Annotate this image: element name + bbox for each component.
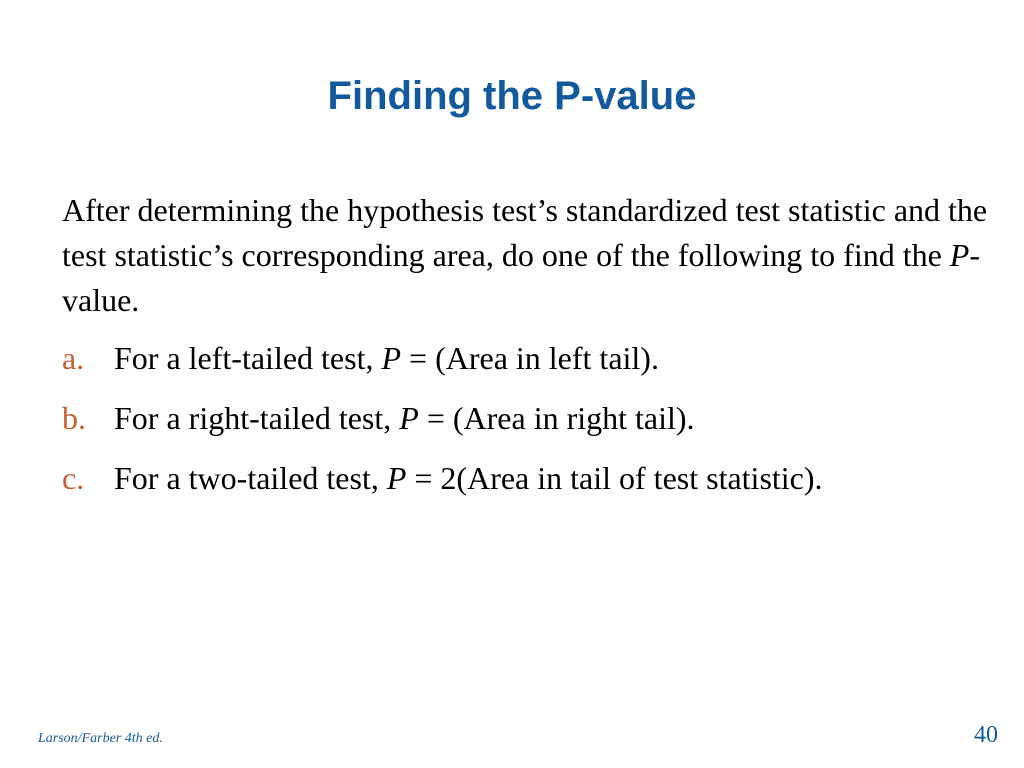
page-number: 40: [974, 722, 998, 748]
lettered-list: [62, 335, 1012, 501]
p-variable: P: [399, 400, 419, 436]
intro-text-end: -value.: [62, 237, 980, 318]
slide-body: [62, 188, 1012, 501]
list-item-text: For a two-tailed test,: [114, 460, 387, 496]
list-marker: a.: [62, 340, 85, 376]
list-item-text-end: = 2(Area in tail of test statistic).: [406, 460, 823, 496]
list-marker: b.: [62, 400, 86, 436]
intro-paragraph: [62, 188, 1012, 323]
intro-text: After determining the hypothesis test’s standardized test statistic and the test statistic’s corresponding area, do one of the following to find the: [62, 192, 988, 273]
list-item-text: For a right-tailed test,: [114, 400, 400, 436]
p-variable: P: [949, 237, 970, 273]
list-item: [62, 335, 1012, 381]
list-item: [62, 395, 1012, 441]
list-item: [62, 455, 1012, 501]
list-marker: c.: [62, 460, 85, 496]
p-variable: P: [386, 460, 407, 496]
list-item-text-end: = (Area in right tail).: [418, 400, 695, 436]
p-variable: P: [381, 340, 402, 376]
footer-citation: Larson/Farber 4th ed.: [38, 731, 163, 746]
list-item-text-end: = (Area in left tail).: [401, 340, 659, 376]
slide-title: Finding the P-value: [327, 74, 697, 118]
list-item-text: For a left-tailed test,: [114, 340, 382, 376]
